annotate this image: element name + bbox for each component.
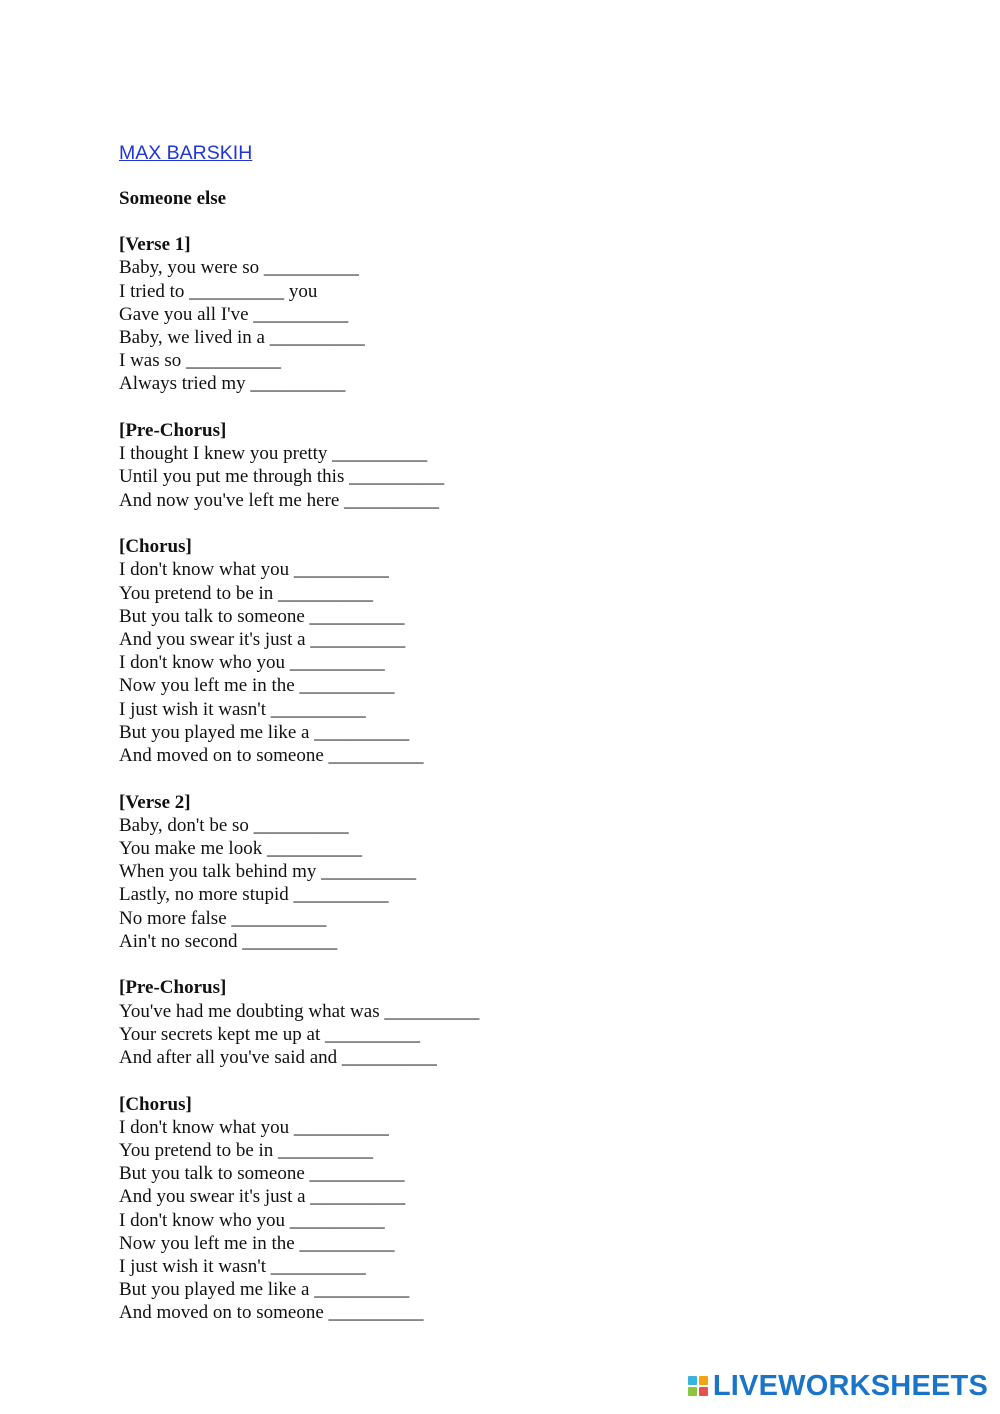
section-heading: [Verse 2]	[119, 791, 191, 813]
lyric-line: But you talk to someone __________	[119, 1163, 405, 1185]
lyric-line: And moved on to someone __________	[119, 745, 424, 767]
lyric-line: You pretend to be in __________	[119, 1140, 374, 1162]
liveworksheets-logo-icon	[688, 1376, 708, 1396]
lyric-line: I don't know who you __________	[119, 1209, 385, 1231]
lyric-line: And you swear it's just a __________	[119, 629, 406, 651]
lyric-line: No more false __________	[119, 907, 327, 929]
song-title: Someone else	[119, 188, 227, 209]
section-heading: [Chorus]	[119, 536, 192, 558]
liveworksheets-logo	[688, 1366, 988, 1406]
lyrics-section	[119, 535, 719, 767]
lyric-line: Your secrets kept me up at __________	[119, 1023, 420, 1045]
lyric-line: I don't know who you __________	[119, 652, 385, 674]
lyric-line: You make me look __________	[119, 838, 362, 860]
lyrics-section	[119, 233, 719, 395]
lyrics-section	[119, 419, 719, 512]
lyric-line: I don't know what you __________	[119, 559, 389, 581]
artist-link[interactable]: MAX BARSKIH	[119, 142, 253, 164]
lyric-line: Baby, don't be so __________	[119, 814, 349, 836]
lyric-line: Now you left me in the __________	[119, 1232, 395, 1254]
lyric-line: Ain't no second __________	[119, 930, 338, 952]
section-heading: [Pre-Chorus]	[119, 977, 227, 999]
lyric-line: I just wish it wasn't __________	[119, 1256, 366, 1278]
lyric-line: Always tried my __________	[119, 373, 346, 395]
logo-text: LIVEWORKSHEETS	[712, 1370, 988, 1402]
lyric-line: I don't know what you __________	[119, 1116, 389, 1138]
lyric-line: Baby, you were so __________	[119, 257, 359, 279]
lyrics-section	[119, 791, 719, 953]
lyric-line: Until you put me through this __________	[119, 466, 445, 488]
lyric-line: But you played me like a __________	[119, 721, 410, 743]
lyric-line: I thought I knew you pretty __________	[119, 443, 428, 465]
lyrics-sections	[119, 233, 719, 1324]
lyric-line: You pretend to be in __________	[119, 582, 374, 604]
section-heading: [Chorus]	[119, 1093, 192, 1115]
lyric-line: Now you left me in the __________	[119, 675, 395, 697]
section-heading: [Verse 1]	[119, 234, 191, 256]
lyrics-document	[119, 140, 719, 1348]
lyrics-section	[119, 1093, 719, 1325]
lyrics-section	[119, 976, 719, 1069]
lyric-line: I tried to __________ you	[119, 280, 318, 302]
lyric-line: But you played me like a __________	[119, 1279, 410, 1301]
lyric-line: You've had me doubting what was __________	[119, 1000, 480, 1022]
lyric-line: But you talk to someone __________	[119, 605, 405, 627]
section-heading: [Pre-Chorus]	[119, 420, 227, 442]
lyric-line: Baby, we lived in a __________	[119, 327, 365, 349]
lyric-line: I was so __________	[119, 350, 282, 372]
lyric-line: And moved on to someone __________	[119, 1302, 424, 1324]
lyric-line: Gave you all I've __________	[119, 303, 349, 325]
lyric-line: And you swear it's just a __________	[119, 1186, 406, 1208]
lyric-line: Lastly, no more stupid __________	[119, 884, 389, 906]
lyric-line: I just wish it wasn't __________	[119, 698, 366, 720]
lyric-line: When you talk behind my __________	[119, 861, 417, 883]
lyric-line: And now you've left me here __________	[119, 489, 440, 511]
lyric-line: And after all you've said and __________	[119, 1047, 437, 1069]
